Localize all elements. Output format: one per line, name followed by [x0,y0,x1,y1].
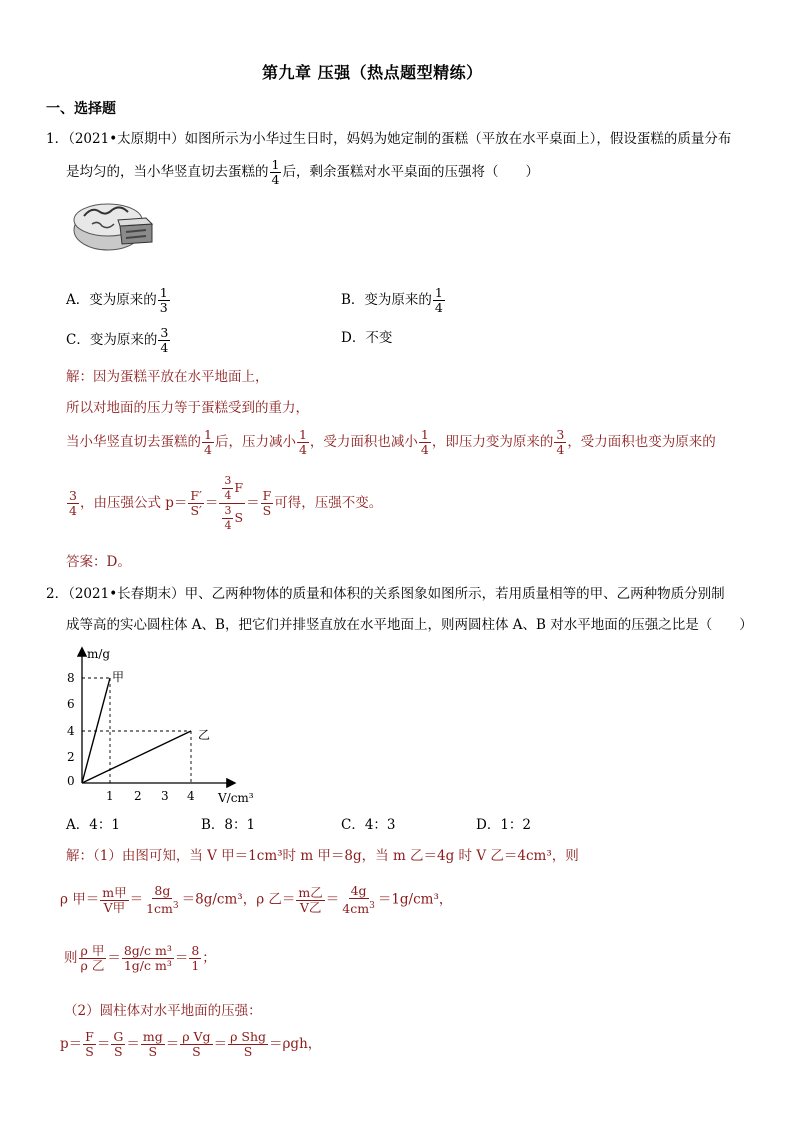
q1-answer: 答案：D。 [66,554,131,570]
q1-option-d[interactable]: D．不变 [341,330,393,346]
y-tick: 8 [67,671,75,685]
x-tick: 2 [134,789,142,803]
page-title: 第九章 压强（热点题型精练） [262,63,483,82]
q1-solution-line1: 解：因为蛋糕平放在水平地面上， [66,369,269,385]
series-jia-label: 甲 [112,670,125,684]
q2-option-d[interactable]: D．1：2 [476,817,532,833]
q2-option-b[interactable]: B．8：1 [201,817,256,833]
series-yi-label: 乙 [198,728,211,742]
y-tick: 6 [67,697,75,711]
q1-option-c[interactable]: C．变为原来的 $\frac{3}{4}$ [66,325,169,355]
x-tick: 4 [187,789,195,803]
section-heading: 一、选择题 [46,101,116,117]
q2-solution-line3: 则 $\frac{\text{ρ 甲}}{\text{ρ 乙}}$ ＝ $\frac{\text{8g/c m³}}{\text{1g/c m³}}$ ＝ $\frac{8}{1}$ ； [64,943,216,973]
q2-stem-line2: 成等高的实心圆柱体 A、B，把它们并排竖直放在水平地面上，则两圆柱体 A、B 对水平地面的压强之比是（ ） [66,617,753,633]
q2-solution-line1: 解：（1）由图可知，当 V 甲＝1cm³时 m 甲＝8g，当 m 乙＝4g 时 V 乙＝4cm³，则 [66,848,579,864]
x-axis-label: V/cm³ [218,791,254,805]
q1-solution-line3: 当小华竖直切去蛋糕的 $\frac{1}{4}$ 后，压力减小 $\frac{1}{4}$ ，受力面积也减小 $\frac{1}{4}$ ，即压力变为原来的 $\frac{3}{4}$ ，受力面积也变为原来的 [66,427,716,457]
series-jia-line [82,678,110,783]
q2-option-a[interactable]: A．4：1 [66,817,120,833]
q1-solution-line2: 所以对地面的压力等于蛋糕受到的重力， [66,400,309,416]
x-tick: 3 [161,789,169,803]
q1-option-a[interactable]: A．变为原来的 $\frac{1}{3}$ [66,285,168,315]
q2-option-c[interactable]: C．4：3 [341,817,396,833]
q1-stem-line2: 是均匀的，当小华竖直切去蛋糕的 $\frac{1}{4}$ 后，剩余蛋糕对水平桌面的压强将（ ） [66,157,539,187]
x-tick: 1 [106,789,114,803]
q1-stem-line1: 1．（2021•太原期中）如图所示为小华过生日时，妈妈为她定制的蛋糕（平放在水平桌面上），假设蛋糕的质量分布 [46,131,732,147]
series-yi-line [82,731,191,783]
q1-solution-line4: $\frac{3}{4}$ ，由压强公式 p＝ $\frac{F'}{S'}$ ＝ $\frac{3}{4}$ F $\frac{3}{4}$ S ＝ $\frac{F}{S}$ 可得，压强不变。 [69,474,383,532]
y-tick: 4 [67,724,75,738]
q2-solution-line4: （2）圆柱体对水平地面的压强： [64,1003,262,1019]
mass-volume-graph [58,643,288,808]
q2-solution-line2: ρ 甲＝ $\frac{\text{m甲}}{\text{V甲}}$ ＝ $\frac{8g}{1cm^3}$ ＝8g/cm³，ρ 乙＝ $\frac{\text{m乙}}{\text{V乙}}$ ＝ $\frac{4g}{4cm^3}$ ＝1g/cm³， [60,883,453,917]
y-axis-label: m/g [87,647,111,661]
y-tick: 2 [67,750,75,764]
y-tick: 0 [67,774,75,788]
q2-solution-line5: p＝ $\frac{F}{S}$ ＝ $\frac{G}{S}$ ＝ $\frac{mg}{S}$ ＝ $\frac{\text{ρ Vg}}{S}$ ＝ $\frac{\text{ρ Shg}}{S}$ ＝ρgh， [60,1029,322,1059]
q1-option-b[interactable]: B．变为原来的 $\frac{1}{4}$ [341,285,443,315]
cake-image [70,196,154,254]
q2-stem-line1: 2．（2021•长春期末）甲、乙两种物体的质量和体积的关系图象如图所示，若用质量相等的甲、乙两种物质分别制 [46,586,725,602]
fraction: $\frac{1}{4}$ [271,157,280,187]
